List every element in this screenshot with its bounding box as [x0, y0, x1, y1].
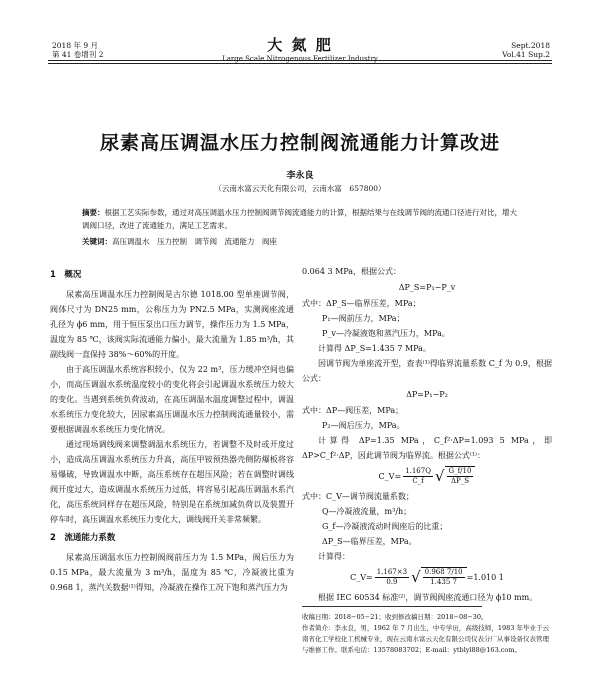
definition-1-c: P_v—冷凝液饱和蒸汽压力，MPa。 — [322, 329, 450, 338]
formula-3-root-fraction — [447, 467, 474, 486]
definition-3-a: C_V—调节阀流量系数； — [326, 492, 414, 501]
footnote-received: 收稿日期：2018−05−21；收到修改稿日期：2018−08−30。 — [302, 613, 488, 621]
formula-4-numerator: 1.167×3 — [376, 567, 408, 576]
footnote-rule — [302, 606, 482, 607]
keywords-label: 关键词： — [82, 237, 112, 246]
header-rule-top — [48, 60, 552, 61]
calculation-2-label: 计算得： — [318, 552, 350, 561]
header-date-cn: 2018 年 9 月 — [52, 41, 99, 50]
paragraph-2: 由于高压调温水系统容积较小，仅为 22 m³，压力缓冲空间也偏小，而高压调温水系统温度较小的变化将会引起调温水系统压力较大的变化。当遇到系统负荷波动，在高压调温水温度调整过程中，调温水系统压力变化较大，因尿素高压调温水压力控制阀流通量较小，需要根据调温水系统压力变化情况。 — [50, 365, 294, 434]
definition-2-prefix: 式中： — [302, 406, 326, 415]
header-volume-en: Vol.41 Sup.2 — [502, 50, 550, 59]
right-line-1: 0.064 3 MPa，根据公式： — [302, 267, 402, 276]
abstract-label: 摘要： — [82, 208, 105, 217]
definition-1-lead — [302, 296, 552, 311]
definition-3-c: G_f—冷凝液流动时阀座后的比重； — [322, 522, 448, 531]
formula-3-fraction — [403, 467, 433, 486]
formula-3-sqrt — [435, 466, 476, 486]
definition-2-b: P₂—阀后压力，MPa。 — [322, 421, 405, 430]
column-right — [302, 264, 552, 605]
header-volume-cn: 第 41 卷增刊 2 — [52, 50, 104, 59]
header-date-en: Sept.2018 — [511, 41, 550, 50]
keywords — [82, 236, 522, 248]
formula-2: ΔP=P₁−P₂ — [406, 390, 448, 399]
paragraph-5: 因调节阀为单座流开型，查表⁽¹⁾得临界流量系数 C_f 为 0.9，根据公式： — [302, 359, 552, 383]
formula-4-result: =1.010 1 — [466, 572, 504, 582]
formula-3-root-numerator: G_f/10 — [448, 467, 472, 475]
abstract — [82, 206, 522, 232]
header-right — [502, 41, 550, 59]
definition-2-lead — [302, 403, 552, 418]
definition-1-prefix: 式中： — [302, 299, 326, 308]
sqrt-sign-icon: √ — [411, 567, 421, 586]
paragraph-3: 通过现场调线阀来调整调温水系统压力，若调整不及时或开度过小，造成高压调温水系统压力升高，高压甲铵预热器壳侧防爆板将容易爆破，导致调温水中断，高压系统存在超压风险；若在调整时调线阀开度过大，造成调温水系统压力过低，将容易引起高压调温水系汽化，高压系统同样存在超压风险，特别是在系统加减负荷以及装置开停车时，高压调温水系统压力变化大，调线阀开关非常频繁。 — [50, 440, 294, 524]
formula-4-root-denominator: 1.435 7 — [430, 578, 457, 586]
formula-3 — [302, 463, 552, 489]
paper-author: 李永良 — [286, 171, 314, 181]
header-rule-bottom — [48, 63, 552, 64]
calculation-1: 计算得 ΔP_S=1.435 7 MPa。 — [318, 344, 431, 353]
paper-affiliation: （云南水富云天化有限公司，云南水富 657800） — [214, 184, 386, 193]
keywords-text: 高压调温水 压力控制 调节阀 流通能力 阀座 — [112, 237, 277, 246]
definition-2-a: ΔP—阀压差，MPa； — [326, 406, 404, 415]
definition-1-b: P₁—阀前压力，MPa； — [322, 314, 405, 323]
formula-3-denominator: C_f — [412, 476, 424, 485]
paragraph-7: 根据 IEC 60534 标准⁽²⁾，调节阀阀座流通口径为 ϕ10 mm。 — [318, 593, 538, 602]
formula-4-sqrt — [411, 567, 467, 587]
formula-3-sqrt-body — [445, 466, 476, 486]
paragraph-6: 计算得 ΔP=1.35 MPa，C_f²·ΔP=1.093 5 MPa，即 ΔP>C_f²·ΔP，因此调节阀为临界流。根据公式⁽¹⁾： — [302, 436, 552, 460]
formula-4-root-fraction — [423, 568, 465, 587]
formula-3-numerator: 1.167Q — [405, 466, 431, 475]
footnote — [302, 612, 552, 656]
definition-3-d: ΔP_S—临界压差，MPa。 — [322, 537, 417, 546]
formula-4 — [302, 564, 552, 590]
journal-title-cn: 大 氮 肥 — [267, 36, 333, 54]
definition-3-lead — [302, 489, 552, 504]
formula-3-lhs: C_V= — [378, 471, 402, 481]
column-left — [50, 264, 294, 595]
paragraph-1: 尿素高压调温水压力控制阀是古尔德 1018.00 型单座调节阀，阀体尺寸为 DN25 mm，公称压力为 PN2.5 MPa，实测阀座流通孔径为 ϕ6 mm，用于恒压泵出口压力调节，操作压力为 1.5 MPa，温度为 85 ℃，该阀实际流通能力偏小，最大流量为 1.85 m³/h，其副线阀一直保持 38%～60%的开度。 — [50, 290, 294, 359]
formula-4-lhs: C_V= — [350, 572, 373, 582]
formula-3-root-denominator: ΔP_S — [450, 477, 469, 485]
paper-title: 尿素高压调温水压力控制阀流通能力计算改进 — [99, 132, 500, 154]
abstract-text: 根据工艺实际参数，通过对高压调温水压力控制阀调节阀流通能力的计算，根据结果与在线调节阀的流通口径进行对比，增大调阀口径，改进了流通能力，满足工艺需求。 — [82, 208, 517, 230]
formula-1: ΔP_S=P₁−P_v — [398, 283, 456, 292]
sqrt-sign-icon: √ — [434, 466, 445, 485]
formula-4-fraction — [375, 568, 409, 587]
paragraph-4: 尿素高压调温水压力控制阀阀前压力为 1.5 MPa，阀后压力为 0.15 MPa，最大流量为 3 m³/h，温度为 85 ℃，冷凝液比重为 0.968 1，蒸汽关数据⁽¹⁾得知，冷凝液在操作工况下饱和蒸汽压力为 — [50, 553, 294, 592]
formula-4-denominator: 0.9 — [386, 577, 398, 586]
definition-1-a: ΔP_S—临界压差，MPa； — [326, 299, 421, 308]
section-1-heading: 1 概况 — [50, 270, 82, 280]
definition-3-b: Q—冷凝液流量，m³/h； — [322, 507, 412, 516]
journal-title-en: Large Scale Nitrogenous Fertilizer Industry — [222, 55, 378, 63]
formula-4-root-numerator: 0.968 7/10 — [424, 568, 463, 576]
footnote-bio: 作者简介：李永良，男，1962 年 7 月出生，中专学历，高级技师，1983 年毕业于云南省化工学校化工机械专业，现在云南水富云天化有限公司仪表分厂从事设备仪表管理与维修工作。联系电话：13578083702；E-mail：ytblyl88@163.com。 — [302, 624, 549, 654]
section-2-heading: 2 流通能力系数 — [50, 533, 116, 543]
formula-4-sqrt-body — [421, 567, 467, 587]
definition-3-prefix: 式中： — [302, 492, 326, 501]
